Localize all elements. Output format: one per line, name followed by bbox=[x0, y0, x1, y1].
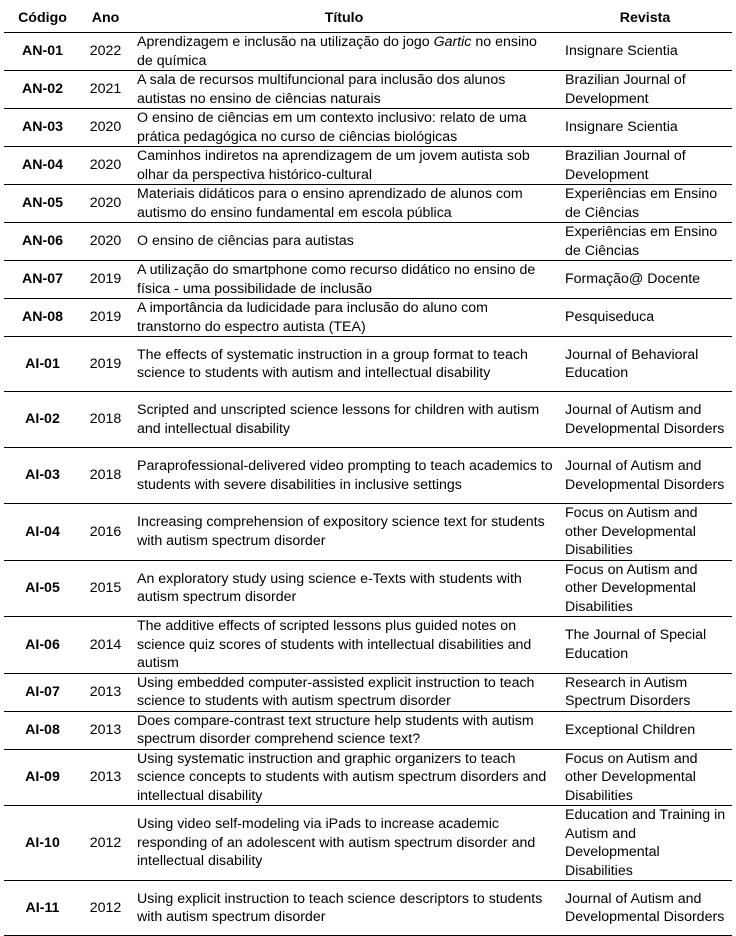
title-text: Scripted and unscripted science lessons for children with autism and intellectual disability bbox=[137, 402, 540, 437]
title-text: O ensino de ciências para autistas bbox=[137, 233, 354, 250]
title-text: Using embedded computer-assisted explicit instruction to teach science to students with autism spectrum disorder bbox=[137, 674, 535, 709]
cell-year: 2022 bbox=[81, 33, 130, 71]
header-code: Código bbox=[4, 4, 81, 33]
cell-code: AI-05 bbox=[4, 560, 81, 617]
header-row bbox=[4, 4, 732, 33]
table-row bbox=[4, 448, 732, 504]
table-row bbox=[4, 299, 732, 337]
cell-title bbox=[130, 147, 558, 185]
cell-title bbox=[130, 806, 558, 881]
cell-year: 2013 bbox=[81, 711, 130, 749]
cell-title bbox=[130, 299, 558, 337]
cell-journal: Formação@ Docente bbox=[558, 261, 732, 299]
cell-year: 2013 bbox=[81, 673, 130, 711]
title-italic-text: Gartic bbox=[433, 34, 472, 50]
title-text-end: no ensino de química bbox=[137, 34, 537, 69]
cell-journal: Journal of Autism and Developmental Disorders bbox=[558, 881, 732, 936]
cell-journal: Pesquiseduca bbox=[558, 299, 732, 337]
cell-journal: Insignare Scientia bbox=[558, 109, 732, 147]
cell-year: 2021 bbox=[81, 71, 130, 109]
cell-code: AI-07 bbox=[4, 673, 81, 711]
table-row bbox=[4, 185, 732, 223]
title-text: A utilização do smartphone como recurso didático no ensino de física - uma possibilidade de inclusão bbox=[137, 262, 536, 297]
cell-code: AI-03 bbox=[4, 448, 81, 504]
cell-journal: Focus on Autism and other Developmental Disabilities bbox=[558, 560, 732, 617]
cell-journal: Focus on Autism and other Developmental Disabilities bbox=[558, 504, 732, 561]
cell-title bbox=[130, 71, 558, 109]
cell-title bbox=[130, 448, 558, 504]
cell-code: AN-07 bbox=[4, 261, 81, 299]
cell-title bbox=[130, 109, 558, 147]
table-row bbox=[4, 109, 732, 147]
cell-year: 2018 bbox=[81, 392, 130, 448]
cell-journal: Journal of Autism and Developmental Disorders bbox=[558, 392, 732, 448]
cell-title bbox=[130, 261, 558, 299]
title-text: Caminhos indiretos na aprendizagem de um jovem autista sob olhar da perspectiva histórico-cultural bbox=[137, 148, 530, 183]
table-row bbox=[4, 337, 732, 392]
table-row bbox=[4, 392, 732, 448]
cell-year: 2020 bbox=[81, 147, 130, 185]
cell-year: 2019 bbox=[81, 261, 130, 299]
cell-title bbox=[130, 185, 558, 223]
cell-code: AI-08 bbox=[4, 711, 81, 749]
cell-journal: Experiências em Ensino de Ciências bbox=[558, 223, 732, 261]
title-text: Increasing comprehension of expository science text for students with autism spectrum disorder bbox=[137, 514, 545, 549]
cell-code: AN-08 bbox=[4, 299, 81, 337]
table-row bbox=[4, 223, 732, 261]
title-text: O ensino de ciências em um contexto inclusivo: relato de uma prática pedagógica no curso de ciências biológicas bbox=[137, 110, 527, 145]
cell-code: AI-06 bbox=[4, 617, 81, 674]
cell-code: AI-11 bbox=[4, 881, 81, 936]
cell-year: 2018 bbox=[81, 448, 130, 504]
articles-table bbox=[4, 4, 732, 936]
cell-journal: Experiências em Ensino de Ciências bbox=[558, 185, 732, 223]
title-text: Using video self-modeling via iPads to increase academic responding of an adolescent with autism spectrum disorder and intellectual disability bbox=[137, 816, 536, 870]
cell-title bbox=[130, 560, 558, 617]
header-title: Título bbox=[130, 4, 558, 33]
cell-code: AI-09 bbox=[4, 749, 81, 806]
title-text: Paraprofessional-delivered video prompting to teach academics to students with severe disabilities in inclusive settings bbox=[137, 458, 553, 493]
table-row bbox=[4, 881, 732, 936]
cell-journal: Brazilian Journal of Development bbox=[558, 147, 732, 185]
cell-title bbox=[130, 392, 558, 448]
cell-year: 2016 bbox=[81, 504, 130, 561]
table-row bbox=[4, 504, 732, 561]
title-text: An exploratory study using science e-Texts with students with autism spectrum disorder bbox=[137, 570, 522, 606]
cell-title bbox=[130, 711, 558, 749]
cell-title bbox=[130, 749, 558, 806]
cell-code: AN-04 bbox=[4, 147, 81, 185]
cell-title bbox=[130, 337, 558, 392]
cell-journal: Insignare Scientia bbox=[558, 33, 732, 71]
title-text: Aprendizagem e inclusão na utilização do jogo bbox=[137, 34, 434, 50]
cell-code: AI-01 bbox=[4, 337, 81, 392]
title-text: The additive effects of scripted lessons plus guided notes on science quiz scores of students with intellectual disabilities and autism bbox=[137, 618, 532, 671]
header-journal: Revista bbox=[558, 4, 732, 33]
cell-journal: The Journal of Special Education bbox=[558, 617, 732, 674]
cell-year: 2013 bbox=[81, 749, 130, 806]
cell-code: AN-06 bbox=[4, 223, 81, 261]
cell-year: 2014 bbox=[81, 617, 130, 674]
cell-title bbox=[130, 504, 558, 561]
table-row bbox=[4, 749, 732, 806]
cell-title bbox=[130, 673, 558, 711]
title-text: Using systematic instruction and graphic organizers to teach science concepts to students with autism spectrum disorders and intellectual disability bbox=[137, 750, 547, 804]
table-row bbox=[4, 711, 732, 749]
cell-code: AN-01 bbox=[4, 33, 81, 71]
cell-code: AI-04 bbox=[4, 504, 81, 561]
title-text: Materiais didáticos para o ensino aprendizado de alunos com autismo do ensino fundamental em escola pública bbox=[137, 186, 523, 221]
cell-year: 2020 bbox=[81, 109, 130, 147]
table-row bbox=[4, 33, 732, 71]
cell-title bbox=[130, 223, 558, 261]
title-text: A importância da ludicidade para inclusão do aluno com transtorno do espectro autista (TEA) bbox=[137, 300, 488, 335]
table-row bbox=[4, 71, 732, 109]
cell-journal: Research in Autism Spectrum Disorders bbox=[558, 673, 732, 711]
table-row bbox=[4, 560, 732, 617]
cell-year: 2012 bbox=[81, 806, 130, 881]
table-row bbox=[4, 673, 732, 711]
cell-year: 2015 bbox=[81, 560, 130, 617]
cell-title bbox=[130, 617, 558, 674]
title-text: Using explicit instruction to teach science descriptors to students with autism spectrum disorder bbox=[137, 890, 543, 925]
cell-journal: Focus on Autism and other Developmental Disabilities bbox=[558, 749, 732, 806]
cell-journal: Exceptional Children bbox=[558, 711, 732, 749]
table-row bbox=[4, 261, 732, 299]
cell-title bbox=[130, 881, 558, 936]
cell-journal: Journal of Behavioral Education bbox=[558, 337, 732, 392]
cell-code: AI-02 bbox=[4, 392, 81, 448]
cell-code: AN-05 bbox=[4, 185, 81, 223]
title-text: Does compare-contrast text structure help students with autism spectrum disorder comprehend science text? bbox=[137, 712, 534, 747]
cell-journal: Brazilian Journal of Development bbox=[558, 71, 732, 109]
table-row bbox=[4, 147, 732, 185]
cell-year: 2012 bbox=[81, 881, 130, 936]
cell-journal: Journal of Autism and Developmental Disorders bbox=[558, 448, 732, 504]
cell-year: 2020 bbox=[81, 223, 130, 261]
title-text: A sala de recursos multifuncional para inclusão dos alunos autistas no ensino de ciências naturais bbox=[137, 72, 506, 107]
cell-year: 2020 bbox=[81, 185, 130, 223]
title-text: The effects of systematic instruction in a group format to teach science to students with autism and intellectual disability bbox=[137, 346, 528, 381]
cell-journal: Education and Training in Autism and Developmental Disabilities bbox=[558, 806, 732, 881]
cell-year: 2019 bbox=[81, 337, 130, 392]
header-year: Ano bbox=[81, 4, 130, 33]
cell-code: AI-10 bbox=[4, 806, 81, 881]
cell-code: AN-03 bbox=[4, 109, 81, 147]
cell-code: AN-02 bbox=[4, 71, 81, 109]
table-row bbox=[4, 617, 732, 674]
cell-title bbox=[130, 33, 558, 71]
table-row bbox=[4, 806, 732, 881]
cell-year: 2019 bbox=[81, 299, 130, 337]
